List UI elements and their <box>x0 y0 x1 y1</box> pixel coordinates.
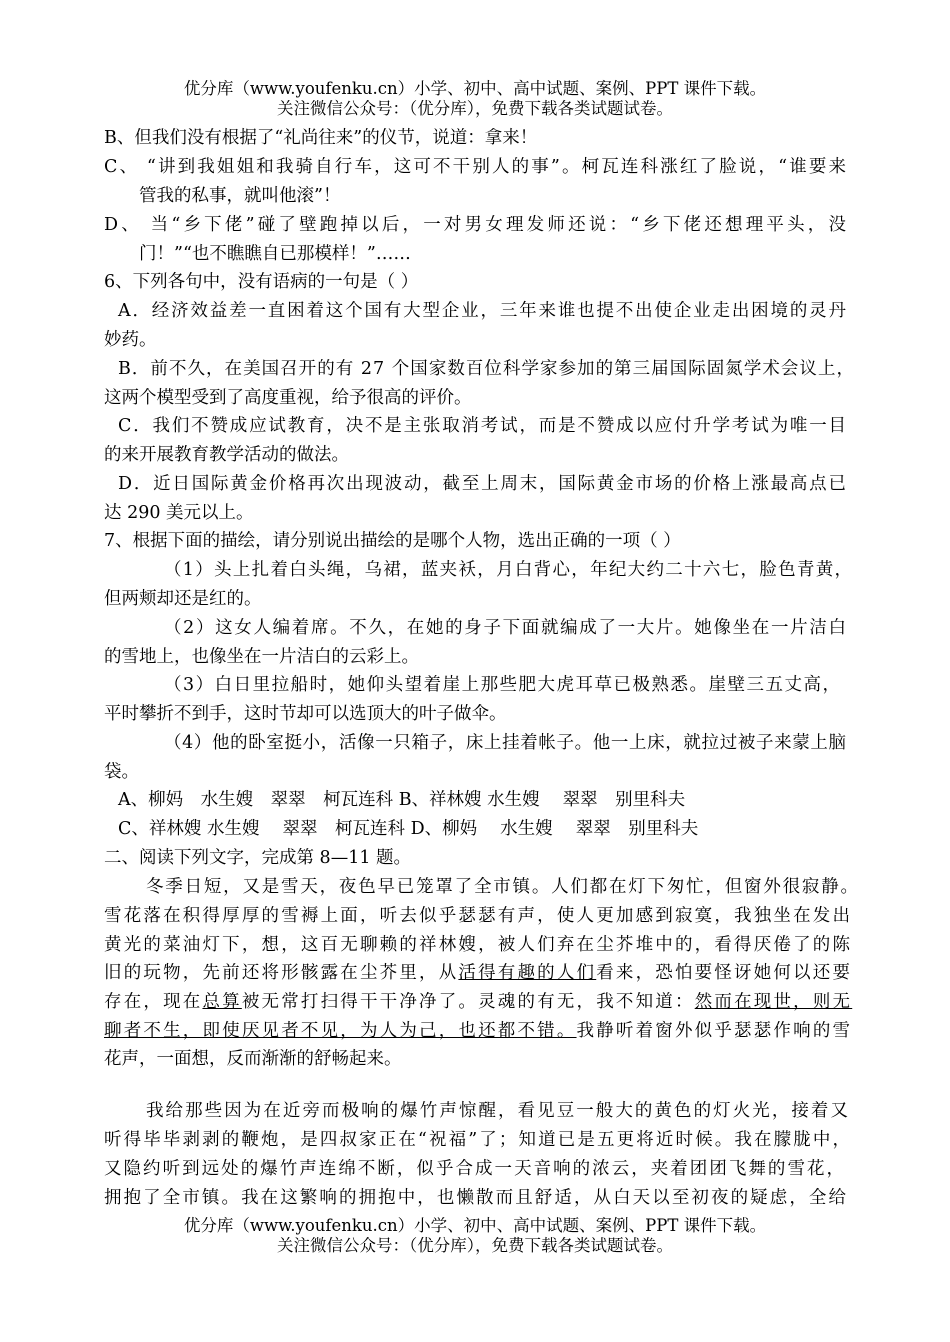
q5-option-c-line-2: 管我的私事，就叫他滚”！ <box>139 186 341 206</box>
jf-text: D．近日国际黄金价格再次出现波动，截至上周末，国际黄金市场的价格上涨最高点已 <box>118 474 848 494</box>
q6-option-d-line-1 <box>118 470 848 498</box>
jf-text: （4）他的卧室挺小，活像一只箱子，床上挂着帐子。他一上床，就拉过被子来蒙上脑 <box>164 733 847 753</box>
jf-text: （2）这女人编着席。不久，在她的身子下面就编成了一大片。她像坐在一片洁白 <box>164 618 848 638</box>
text-span: 存在，现在 <box>104 992 203 1012</box>
passage-p2-line-4 <box>104 1184 848 1212</box>
q6-option-c-line-2: 的来开展教育教学活动的做法。 <box>104 445 349 465</box>
q5-option-c-line-1 <box>104 153 848 181</box>
q6-option-b-line-1 <box>118 355 855 383</box>
text-span: 旧的玩物，先前还将形骸露在尘芥里，从 <box>104 963 459 983</box>
text-span: 我静听着窗外似乎瑟瑟作响的雪 <box>576 1021 853 1041</box>
passage-p1-line-7: 花声，一面想，反而渐渐的舒畅起来。 <box>104 1049 402 1069</box>
jf-text: B．前不久，在美国召开的有 27 个国家数百位科学家参加的第三届国际固氮学术会议上， <box>118 359 856 379</box>
jf-text: D、 当“乡下佬”碰了壁跑掉以后，一对男女理发师还说：“乡下佬还想理平头，没 <box>104 215 850 235</box>
q7-desc-3-line-1 <box>164 671 842 699</box>
jf-text: 听得毕毕剥剥的鞭炮，是四叔家正在“祝福”了；知道已是五更将近时候。我在朦胧中， <box>104 1130 853 1150</box>
passage-p2-line-3 <box>104 1155 846 1183</box>
q7-desc-1-line-2: 但两颊却还是红的。 <box>104 589 262 609</box>
passage-p1-line-1 <box>146 873 860 901</box>
q7-desc-1-line-1 <box>164 556 853 584</box>
jf-text: 黄光的菜油灯下，想，这百无聊赖的祥林嫂，被人们弃在尘芥堆中的，看得厌倦了的陈 <box>104 935 853 955</box>
q7-desc-2-line-2: 的雪地上，也像坐在一片洁白的云彩上。 <box>104 647 419 667</box>
q7-stem: 7、根据下面的描绘，请分别说出描绘的是哪个人物，选出正确的一项（ ） <box>104 531 681 551</box>
passage-p1-line-3 <box>104 931 852 959</box>
passage-p2-line-2 <box>104 1126 852 1154</box>
jf-text: C、 “讲到我姐姐和我骑自行车，这可不干别人的事”。柯瓦连科涨红了脸说，“谁要来 <box>104 157 849 177</box>
q7-desc-3-line-2: 平时攀折不到手，这时节却可以选顶大的叶子做伞。 <box>104 704 507 724</box>
jf-text: （1）头上扎着白头绳，乌裙，蓝夹袄，月白背心，年纪大约二十六七，脸色青黄， <box>164 560 854 580</box>
q6-stem: 6、下列各句中，没有语病的一句是（ ） <box>104 272 419 292</box>
page-header-line-1: 优分库（www.youfenku.cn）小学、初中、高中试题、案例、PPT 课件下载。 <box>183 79 767 98</box>
jf-text <box>104 988 852 1016</box>
underlined-phrase: 总算 <box>202 992 242 1012</box>
passage-p1-line-6 <box>104 1017 852 1045</box>
q7-options-c-d: C、祥林嫂 水生嫂 翠翠 柯瓦连科 D、柳妈 水生嫂 翠翠 别里科夫 <box>118 819 699 839</box>
page-footer-line-2: 关注微信公众号：（优分库），免费下载各类试题试卷。 <box>277 1236 673 1255</box>
underlined-sentence: 聊者不生，即使厌见者不见，为人为己，也还都不错。 <box>104 1021 577 1041</box>
jf-text: C．我们不赞成应试教育，决不是主张取消考试，而是不赞成以应付升学考试为唯一目 <box>118 416 848 436</box>
q5-option-d-line-1 <box>104 211 849 239</box>
jf-text <box>104 1017 852 1045</box>
jf-text: 雪花落在积得厚厚的雪褥上面，听去似乎瑟瑟有声，使人更加感到寂寞，我独坐在发出 <box>104 906 853 926</box>
q6-option-a-line-2: 妙药。 <box>104 330 157 350</box>
passage-p2-line-1 <box>146 1097 850 1125</box>
q5-option-d-line-2: 门！”“也不瞧瞧自已那模样！”…… <box>139 244 411 264</box>
jf-text: 冬季日短，又是雪天，夜色早已笼罩了全市镇。人们都在灯下匆忙，但窗外很寂静。 <box>146 877 860 897</box>
section2-title: 二、阅读下列文字，完成第 8—11 题。 <box>104 848 412 868</box>
text-span: 看来，恐怕要怪讶她何以还要 <box>596 963 853 983</box>
q7-options-a-b: A、柳妈 水生嫂 翠翠 柯瓦连科 B、祥林嫂 水生嫂 翠翠 别里科夫 <box>118 790 686 810</box>
jf-text <box>104 959 852 987</box>
text-span: 被无常打扫得干干净净了。灵魂的有无，我不知道： <box>241 992 695 1012</box>
page-header-line-2: 关注微信公众号：（优分库），免费下载各类试题试卷。 <box>277 99 673 118</box>
jf-text: 我给那些因为在近旁而极响的爆竹声惊醒，看见豆一般大的黄色的灯火光，接着又 <box>146 1101 851 1121</box>
jf-text: A．经济效益差一直困着这个国有大型企业，三年来谁也提不出使企业走出困境的灵丹 <box>118 301 848 321</box>
q6-option-d-line-2: 达 290 美元以上。 <box>104 503 254 523</box>
q5-option-b: B、但我们没有根据了“礼尚往来”的仪节，说道：拿来！ <box>104 128 538 148</box>
passage-p1-line-2 <box>104 902 852 930</box>
q7-desc-4-line-1 <box>164 729 847 757</box>
q6-option-a-line-1 <box>118 297 848 325</box>
jf-text: （3）白日里拉船时，她仰头望着崖上那些肥大虎耳草已极熟悉。崖壁三五丈高， <box>164 675 842 695</box>
passage-p1-line-4 <box>104 959 852 987</box>
q7-desc-4-line-2: 袋。 <box>104 762 139 782</box>
underlined-phrase: 活得有趣的人们 <box>458 963 597 983</box>
q7-desc-2-line-1 <box>164 614 848 642</box>
q6-option-b-line-2: 这两个模型受到了高度重视，给予很高的评价。 <box>104 388 472 408</box>
passage-p1-line-5 <box>104 988 852 1016</box>
page-footer-line-1: 优分库（www.youfenku.cn）小学、初中、高中试题、案例、PPT 课件下载。 <box>183 1216 767 1235</box>
jf-text: 又隐约听到远处的爆竹声连绵不断，似乎合成一天音响的浓云，夹着团团飞舞的雪花， <box>104 1159 847 1179</box>
q6-option-c-line-1 <box>118 412 848 440</box>
jf-text: 拥抱了全市镇。我在这繁响的拥抱中，也懒散而且舒适，从白天以至初夜的疑虑，全给 <box>104 1188 849 1208</box>
underlined-sentence: 然而在现世，则无 <box>694 992 853 1012</box>
